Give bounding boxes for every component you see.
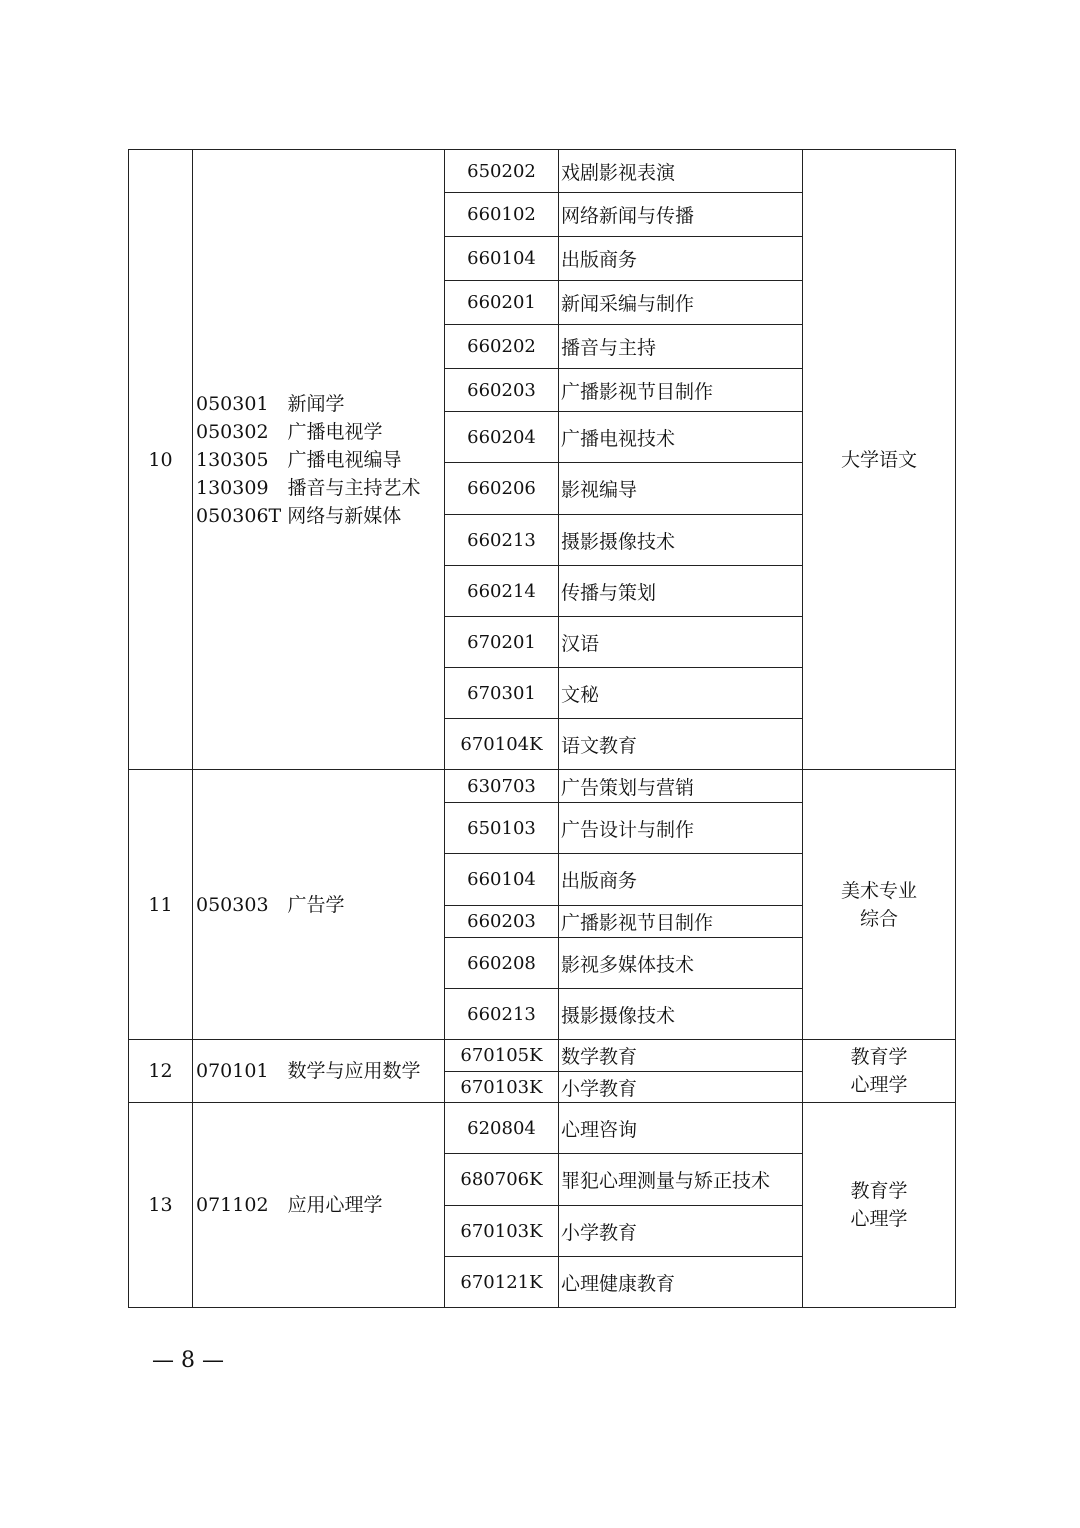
vocational-major-name: 戏剧影视表演 [559,150,803,193]
vocational-major-code: 660203 [445,369,559,412]
vocational-major-name: 播音与主持 [559,325,803,369]
vocational-major-code: 630703 [445,770,559,803]
vocational-major-code: 660201 [445,281,559,325]
exam-subject-line: 综合 [859,907,898,930]
vocational-major-name: 广播影视节目制作 [559,906,803,938]
undergrad-major-line: 070101 数学与应用数学 [196,1060,421,1082]
group-number: 10 [129,150,193,770]
vocational-major-name: 广播影视节目制作 [559,369,803,412]
vocational-major-name: 摄影摄像技术 [559,989,803,1040]
vocational-major-name: 文秘 [559,668,803,719]
vocational-major-code: 660104 [445,237,559,281]
undergrad-majors [193,1040,445,1103]
table-row [129,770,956,803]
vocational-major-code: 660214 [445,566,559,617]
vocational-major-name: 传播与策划 [559,566,803,617]
vocational-major-name: 出版商务 [559,854,803,906]
exam-subject-line: 美术专业 [840,879,917,902]
group-number: 12 [129,1040,193,1103]
vocational-major-name: 影视编导 [559,463,803,515]
vocational-major-code: 670301 [445,668,559,719]
vocational-major-code: 670201 [445,617,559,668]
vocational-major-code: 660202 [445,325,559,369]
vocational-major-code: 660203 [445,906,559,938]
undergrad-majors [193,770,445,1040]
vocational-major-code: 670121K [445,1257,559,1308]
vocational-major-code: 660213 [445,989,559,1040]
undergrad-major-line: 050301 新闻学 [196,392,345,415]
undergrad-major-line: 050306T 网络与新媒体 [196,504,402,527]
vocational-major-code: 670105K [445,1040,559,1072]
vocational-major-name: 汉语 [559,617,803,668]
undergrad-majors [193,1103,445,1308]
vocational-major-name: 广告设计与制作 [559,803,803,854]
undergrad-major-line: 050303 广告学 [196,893,345,916]
vocational-major-code: 620804 [445,1103,559,1154]
exam-subject [803,770,956,1040]
exam-subject [803,1103,956,1308]
table-body [129,150,956,1308]
vocational-major-code: 650202 [445,150,559,193]
vocational-major-name: 网络新闻与传播 [559,193,803,237]
vocational-major-code: 660102 [445,193,559,237]
undergrad-major-line: 130305 广播电视编导 [196,448,402,471]
vocational-major-name: 心理健康教育 [559,1257,803,1308]
vocational-major-name: 影视多媒体技术 [559,938,803,989]
exam-subject-line: 教育学 [850,1180,908,1202]
page-number: — 8 — [152,1348,224,1373]
table-row [129,1040,956,1072]
exam-subject [803,1040,956,1103]
vocational-major-code: 660104 [445,854,559,906]
vocational-major-code: 660206 [445,463,559,515]
vocational-major-name: 罪犯心理测量与矫正技术 [559,1154,803,1206]
vocational-major-name: 小学教育 [559,1072,803,1103]
vocational-major-code: 670104K [445,719,559,770]
exam-subject-line: 心理学 [850,1208,908,1230]
vocational-major-name: 广告策划与营销 [559,770,803,803]
exam-subject-line: 大学语文 [840,448,917,471]
undergrad-majors [193,150,445,770]
vocational-major-code: 660213 [445,515,559,566]
undergrad-major-line: 050302 广播电视学 [196,420,383,443]
table-row [129,1103,956,1154]
undergrad-major-line: 130309 播音与主持艺术 [196,476,421,499]
exam-subject-line: 心理学 [850,1074,908,1096]
exam-subject-line: 教育学 [850,1046,908,1068]
vocational-major-code: 670103K [445,1206,559,1257]
vocational-major-name: 摄影摄像技术 [559,515,803,566]
major-mapping-table [128,149,956,1308]
vocational-major-name: 心理咨询 [559,1103,803,1154]
group-number: 13 [129,1103,193,1308]
table-row [129,150,956,193]
vocational-major-code: 670103K [445,1072,559,1103]
vocational-major-name: 广播电视技术 [559,412,803,463]
undergrad-major-line: 071102 应用心理学 [196,1194,383,1216]
vocational-major-code: 660204 [445,412,559,463]
vocational-major-name: 小学教育 [559,1206,803,1257]
vocational-major-code: 660208 [445,938,559,989]
group-number: 11 [129,770,193,1040]
vocational-major-code: 650103 [445,803,559,854]
vocational-major-code: 680706K [445,1154,559,1206]
vocational-major-name: 出版商务 [559,237,803,281]
vocational-major-name: 新闻采编与制作 [559,281,803,325]
vocational-major-name: 语文教育 [559,719,803,770]
vocational-major-name: 数学教育 [559,1040,803,1072]
exam-subject [803,150,956,770]
